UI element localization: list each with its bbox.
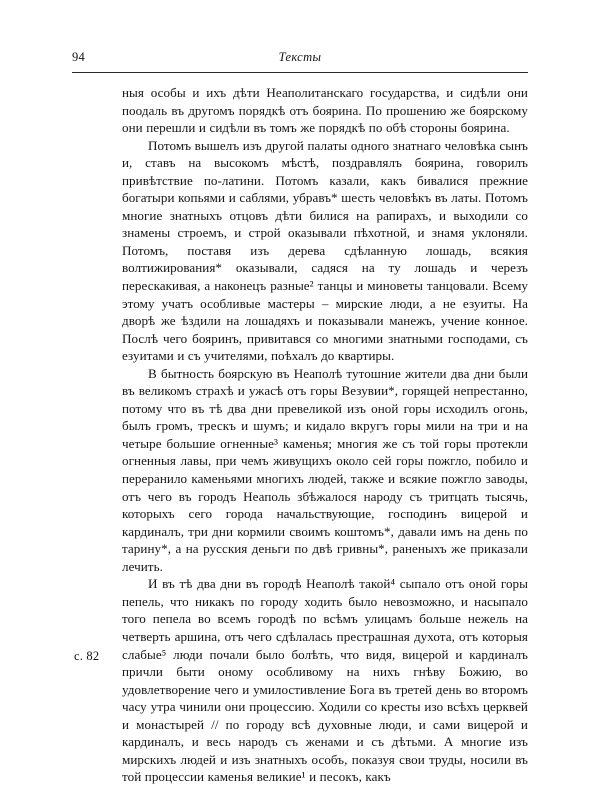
paragraph: ныя особы и ихъ дѣти Неаполитанскаго государства, и сидѣли они поодаль въ другомъ порядкѣ отъ боярина. По прошению же боярскому они перешли и сидѣли въ томъ же порядкѣ по обѣ стороны боярина. [122,85,528,136]
page-number: 94 [72,50,85,64]
margin-note-page-reference: с. 82 [74,649,100,663]
paragraph: Потомъ вышелъ изъ другой палаты одного знатнаго человѣка сынъ и, ставъ на высокомъ мѣстѣ, поздравлялъ боярина, говорилъ привѣтствие по-латини. Потомъ казали, какъ бивалися прежние богатыри копьями и саблями, убравъ* шесть человѣкъ въ латы. Потомъ многие знатныхъ отцовъ дѣти билися на рапирахъ, и выходили со знамены строемъ, и строй оказывали пѣхотной, и знамя уклоняли. Потомъ, поставя изъ дерева сдѣланную лошадь, всякия волтижирования* оказывали, садяся на ту лошадь и черезъ перескакивая, а наконецъ разные² танцы и миноветы танцовали. Всему этому учатъ особливые мастеры – мирские люди, а не езуиты. На дворѣ же ѣздили на лошадяхъ и показывали манежъ, учение конное. Послѣ чего бояринъ, привитався со многими знатными господами, съ езуитами и съ учителями, поѣхалъ до квартиры. [122,137,528,364]
paragraph: И въ тѣ два дни въ городѣ Неаполѣ такой⁴ сыпало отъ оной горы пепель, что никакъ по городу ходить было невозможно, и насыпало того пепела во всемъ городѣ по всѣмъ улицамъ больше нежель на четверть аршина, отъ чего сдѣлалась престрашная духота, отъ которыя слабые⁵ люди почали было болѣть, что видя, вицерой и кардиналъ причли быти оному особливому на нихъ гнѣву Божию, во удовлетворение чего и умилостивление Бога въ третей день во второмъ часу утра чинили они процессию. Ходили со кресты изо всѣхъ церквей и монастырей // по городу всѣ духовные люди, и сами вицерой и кардиналъ, и весь народъ съ женами и съ дѣтьми. А многие изъ мирскихъ людей и изъ знатныхъ особъ, показуя свои труды, носили въ той процессии каменья великие¹ и песокъ, какъ [122,576,528,785]
running-head [72,50,528,72]
running-head-title: Тексты [278,50,322,64]
body-text-column [122,84,528,786]
header-rule [72,72,528,73]
paragraph: В бытность боярскую въ Неаполѣ тутошние жители два дни были въ великомъ страхѣ и ужасѣ отъ горы Везувии*, горящей непрестанно, потому что въ тѣ два дни превеликой изъ оной горы исходилъ огонь, былъ громъ, трескъ и шумъ; и кидало вкругъ горы мили на три и на четыре большие огненные³ каменья; многия же съ той горы протекли огненныя лавы, при чемъ живущихъ около сей горы пожгло, побило и переранило каменьями многихъ людей, также и всякие пожгло заводы, отъ чего въ городъ Неаполь збѣжалося народу съ тритцать тысячь, которыхъ сего города начальствующие, господинъ вицерой и кардиналъ, три дни кормили своимъ коштомъ*, давали имъ на день по тарину*, а на русския деньги по двѣ гривны*, раненыхъ же приказали лечить. [122,365,528,574]
